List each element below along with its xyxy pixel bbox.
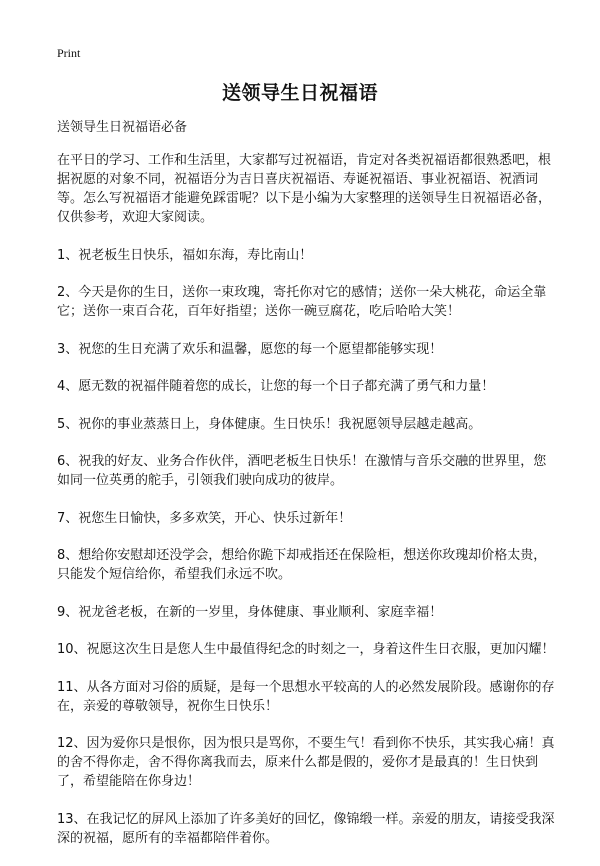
list-item: 3、祝您的生日充满了欢乐和温馨，愿您的每一个愿望都能够实现！ (57, 341, 443, 357)
list-item: 2、今天是你的生日，送你一束玫瑰，寄托你对它的感情；送你一朵大桃花，命运全靠它；送你一束百合花，百年好指望；送你一碗豆腐花，吃后哈哈大笑！ (57, 285, 547, 319)
list-item: 9、祝龙爸老板，在新的一岁里，身体健康、事业顺利、家庭幸福！ (57, 604, 443, 620)
article-body (57, 118, 557, 866)
intro-paragraph: 在平日的学习、工作和生活里，大家都写过祝福语，肯定对各类祝福语都很熟悉吧，根据祝愿的对象不同，祝福语分为吉日喜庆祝福语、寿诞祝福语、事业祝福语、祝酒词等。怎么写祝福语才能避免踩雷呢？以下是小编为大家整理的送领导生日祝福语必备，仅供参考，欢迎大家阅读。 (57, 153, 552, 225)
list-item: 6、祝我的好友、业务合作伙伴，酒吧老板生日快乐！在激情与音乐交融的世界里，您如同一位英勇的舵手，引领我们驶向成功的彼岸。 (57, 454, 547, 488)
list-item: 11、从各方面对习俗的质疑，是每一个思想水平较高的人的必然发展阶段。感谢你的存在，亲爱的尊敬领导，祝你生日快乐！ (57, 679, 555, 714)
list-item: 4、愿无数的祝福伴随着您的成长，让您的每一个日子都充满了勇气和力量！ (57, 379, 495, 394)
list-item: 12、因为爱你只是恨你，因为恨只是骂你，不要生气！看到你不快乐，其实我心痛！真的舍不得你走，舍不得你离我而去，原来什么都是假的，爱你才是最真的！生日快到了，希望能陪在你身边！ (57, 736, 555, 789)
list-item: 13、在我记忆的屏风上添加了许多美好的回忆，像锦缎一样。亲爱的朋友，请接受我深深的祝福，愿所有的幸福都陪伴着你。 (57, 811, 555, 846)
list-item: 7、祝您生日愉快，多多欢笑，开心、快乐过新年！ (57, 510, 352, 526)
list-item: 1、祝老板生日快乐，福如东海，寿比南山！ (57, 247, 313, 263)
print-link[interactable]: Print (57, 46, 81, 60)
list-item: 8、想给你安慰却还没学会，想给你跪下却戒指还在保险柜，想送你玫瑰却价格太贵，只能发个短信给你，希望我们永远不吹。 (57, 548, 547, 582)
page-title: 送领导生日祝福语 (221, 82, 378, 104)
article-subtitle: 送领导生日祝福语必备 (57, 120, 188, 135)
list-item: 5、祝你的事业蒸蒸日上，身体健康。生日快乐！我祝愿领导层越走越高。 (57, 416, 482, 432)
list-item: 10、祝愿这次生日是您人生中最值得纪念的时刻之一，身着这件生日衣服，更加闪耀！ (57, 642, 555, 657)
